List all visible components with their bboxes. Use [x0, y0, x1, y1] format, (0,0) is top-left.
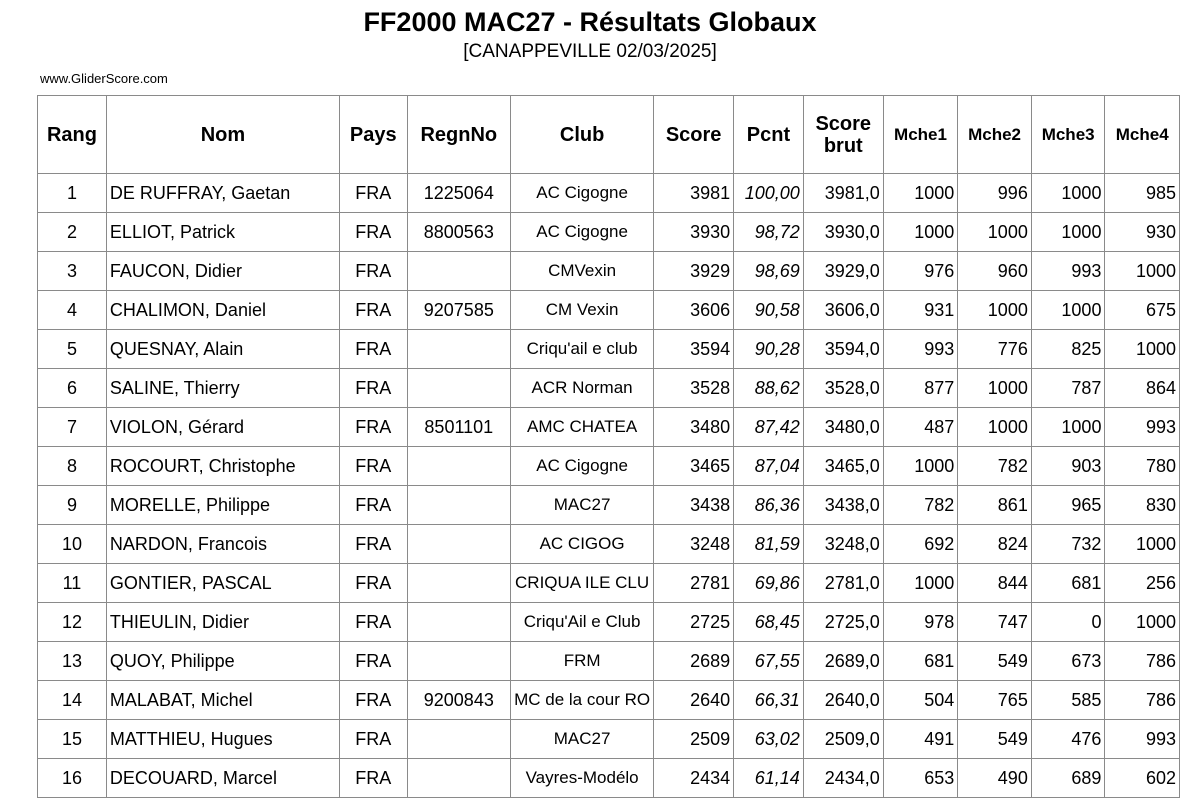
cell-nom: ROCOURT, Christophe — [106, 447, 339, 486]
cell-mche1: 877 — [883, 369, 957, 408]
cell-mche4: 830 — [1105, 486, 1180, 525]
cell-pays: FRA — [339, 681, 407, 720]
results-table — [37, 95, 1180, 798]
site-credit: www.GliderScore.com — [40, 71, 168, 86]
cell-regnno — [407, 603, 511, 642]
cell-mche4: 864 — [1105, 369, 1180, 408]
cell-mche3: 1000 — [1031, 291, 1105, 330]
cell-mche3: 787 — [1031, 369, 1105, 408]
cell-score-brut: 3594,0 — [803, 330, 883, 369]
cell-score: 3981 — [654, 174, 734, 213]
cell-score-brut: 3930,0 — [803, 213, 883, 252]
cell-score: 2434 — [654, 759, 734, 798]
cell-pcnt: 90,28 — [734, 330, 804, 369]
cell-regnno — [407, 369, 511, 408]
cell-mche2: 1000 — [958, 369, 1032, 408]
table-row — [38, 603, 1180, 642]
cell-score: 3528 — [654, 369, 734, 408]
cell-rang: 13 — [38, 642, 107, 681]
cell-score: 3248 — [654, 525, 734, 564]
cell-mche4: 1000 — [1105, 603, 1180, 642]
cell-nom: QUESNAY, Alain — [106, 330, 339, 369]
cell-pays: FRA — [339, 525, 407, 564]
cell-mche4: 993 — [1105, 720, 1180, 759]
col-header-mche1: Mche1 — [883, 96, 957, 174]
cell-rang: 2 — [38, 213, 107, 252]
cell-pays: FRA — [339, 486, 407, 525]
cell-score: 2689 — [654, 642, 734, 681]
cell-mche1: 487 — [883, 408, 957, 447]
cell-mche4: 786 — [1105, 681, 1180, 720]
cell-club — [511, 369, 654, 408]
cell-mche1: 1000 — [883, 174, 957, 213]
cell-regnno: 8800563 — [407, 213, 511, 252]
cell-rang: 9 — [38, 486, 107, 525]
cell-pays: FRA — [339, 408, 407, 447]
cell-mche1: 978 — [883, 603, 957, 642]
cell-rang: 6 — [38, 369, 107, 408]
cell-pcnt: 86,36 — [734, 486, 804, 525]
cell-mche2: 490 — [958, 759, 1032, 798]
cell-club — [511, 252, 654, 291]
cell-score-brut: 3438,0 — [803, 486, 883, 525]
cell-score-brut: 2640,0 — [803, 681, 883, 720]
cell-regnno: 9200843 — [407, 681, 511, 720]
cell-nom: CHALIMON, Daniel — [106, 291, 339, 330]
cell-score: 3930 — [654, 213, 734, 252]
cell-rang: 14 — [38, 681, 107, 720]
col-header-rang: Rang — [38, 96, 107, 174]
cell-mche1: 993 — [883, 330, 957, 369]
cell-score: 3929 — [654, 252, 734, 291]
cell-score: 3606 — [654, 291, 734, 330]
cell-mche3: 1000 — [1031, 174, 1105, 213]
cell-score-brut: 3981,0 — [803, 174, 883, 213]
table-row — [38, 759, 1180, 798]
cell-mche2: 844 — [958, 564, 1032, 603]
cell-pcnt: 81,59 — [734, 525, 804, 564]
cell-pcnt: 87,04 — [734, 447, 804, 486]
cell-pcnt: 100,00 — [734, 174, 804, 213]
cell-regnno: 9207585 — [407, 291, 511, 330]
club-label: FRM — [563, 651, 601, 670]
results-body — [38, 174, 1180, 798]
cell-regnno — [407, 759, 511, 798]
cell-nom: MORELLE, Philippe — [106, 486, 339, 525]
cell-score-brut: 2689,0 — [803, 642, 883, 681]
cell-mche4: 985 — [1105, 174, 1180, 213]
cell-nom: DECOUARD, Marcel — [106, 759, 339, 798]
cell-score: 2509 — [654, 720, 734, 759]
cell-score-brut: 2434,0 — [803, 759, 883, 798]
cell-rang: 11 — [38, 564, 107, 603]
cell-nom: VIOLON, Gérard — [106, 408, 339, 447]
club-label: Vayres-Modélo — [525, 768, 639, 787]
cell-pcnt: 98,72 — [734, 213, 804, 252]
cell-mche4: 1000 — [1105, 330, 1180, 369]
cell-mche1: 1000 — [883, 213, 957, 252]
cell-pcnt: 63,02 — [734, 720, 804, 759]
header-row — [38, 96, 1180, 174]
club-label: MAC27 — [553, 729, 611, 748]
cell-club — [511, 681, 654, 720]
cell-club — [511, 330, 654, 369]
cell-pcnt: 61,14 — [734, 759, 804, 798]
cell-score-brut: 3606,0 — [803, 291, 883, 330]
cell-nom: DE RUFFRAY, Gaetan — [106, 174, 339, 213]
cell-mche2: 776 — [958, 330, 1032, 369]
cell-rang: 1 — [38, 174, 107, 213]
cell-mche2: 549 — [958, 642, 1032, 681]
cell-mche1: 653 — [883, 759, 957, 798]
cell-nom: MALABAT, Michel — [106, 681, 339, 720]
cell-mche3: 585 — [1031, 681, 1105, 720]
club-label: AC CIGOG — [539, 534, 625, 553]
col-header-regnno: RegnNo — [407, 96, 511, 174]
cell-club — [511, 759, 654, 798]
cell-mche3: 903 — [1031, 447, 1105, 486]
cell-club — [511, 447, 654, 486]
cell-mche1: 976 — [883, 252, 957, 291]
cell-score: 3465 — [654, 447, 734, 486]
cell-pcnt: 67,55 — [734, 642, 804, 681]
table-row — [38, 369, 1180, 408]
cell-pcnt: 90,58 — [734, 291, 804, 330]
cell-regnno — [407, 252, 511, 291]
cell-score-brut: 3465,0 — [803, 447, 883, 486]
club-label: Criqu'Ail e Club — [523, 612, 641, 631]
cell-club — [511, 564, 654, 603]
cell-nom: THIEULIN, Didier — [106, 603, 339, 642]
club-label: ACR Norman — [531, 378, 633, 397]
cell-rang: 5 — [38, 330, 107, 369]
cell-mche1: 692 — [883, 525, 957, 564]
cell-mche2: 765 — [958, 681, 1032, 720]
cell-mche2: 996 — [958, 174, 1032, 213]
cell-rang: 15 — [38, 720, 107, 759]
cell-mche2: 1000 — [958, 213, 1032, 252]
cell-mche4: 1000 — [1105, 252, 1180, 291]
cell-score-brut: 2509,0 — [803, 720, 883, 759]
cell-mche3: 732 — [1031, 525, 1105, 564]
cell-mche1: 491 — [883, 720, 957, 759]
cell-mche4: 786 — [1105, 642, 1180, 681]
cell-nom: GONTIER, PASCAL — [106, 564, 339, 603]
cell-score: 3438 — [654, 486, 734, 525]
club-label: CRIQUA ILE CLU — [515, 573, 650, 592]
cell-pays: FRA — [339, 759, 407, 798]
cell-pays: FRA — [339, 603, 407, 642]
cell-mche1: 931 — [883, 291, 957, 330]
cell-nom: MATTHIEU, Hugues — [106, 720, 339, 759]
cell-club — [511, 486, 654, 525]
cell-club — [511, 408, 654, 447]
club-label: Criqu'ail e club — [526, 339, 638, 358]
cell-mche1: 1000 — [883, 564, 957, 603]
cell-mche4: 675 — [1105, 291, 1180, 330]
cell-pays: FRA — [339, 252, 407, 291]
cell-mche2: 549 — [958, 720, 1032, 759]
cell-rang: 4 — [38, 291, 107, 330]
cell-nom: FAUCON, Didier — [106, 252, 339, 291]
table-row — [38, 291, 1180, 330]
club-label: AMC CHATEA — [527, 417, 638, 436]
cell-regnno — [407, 525, 511, 564]
cell-pcnt: 88,62 — [734, 369, 804, 408]
cell-rang: 8 — [38, 447, 107, 486]
club-label: CM Vexin — [545, 300, 619, 319]
col-header-pcnt: Pcnt — [734, 96, 804, 174]
cell-regnno — [407, 642, 511, 681]
table-row — [38, 174, 1180, 213]
club-label: AC Cigogne — [536, 456, 628, 475]
cell-score-brut: 2781,0 — [803, 564, 883, 603]
col-header-score-brut: Score brut — [803, 96, 883, 174]
cell-pays: FRA — [339, 642, 407, 681]
cell-club — [511, 174, 654, 213]
cell-pays: FRA — [339, 213, 407, 252]
cell-club — [511, 525, 654, 564]
cell-score-brut: 2725,0 — [803, 603, 883, 642]
cell-mche2: 1000 — [958, 291, 1032, 330]
col-header-mche4: Mche4 — [1105, 96, 1180, 174]
cell-club — [511, 291, 654, 330]
cell-score-brut: 3480,0 — [803, 408, 883, 447]
cell-pcnt: 87,42 — [734, 408, 804, 447]
cell-regnno — [407, 720, 511, 759]
table-row — [38, 330, 1180, 369]
table-row — [38, 642, 1180, 681]
cell-mche1: 782 — [883, 486, 957, 525]
cell-pcnt: 68,45 — [734, 603, 804, 642]
table-row — [38, 447, 1180, 486]
cell-score-brut: 3528,0 — [803, 369, 883, 408]
cell-mche3: 825 — [1031, 330, 1105, 369]
cell-mche2: 782 — [958, 447, 1032, 486]
cell-score-brut: 3929,0 — [803, 252, 883, 291]
cell-rang: 3 — [38, 252, 107, 291]
cell-pays: FRA — [339, 447, 407, 486]
cell-pays: FRA — [339, 174, 407, 213]
cell-score: 2640 — [654, 681, 734, 720]
table-row — [38, 486, 1180, 525]
cell-club — [511, 603, 654, 642]
cell-club — [511, 213, 654, 252]
page-title: FF2000 MAC27 - Résultats Globaux — [363, 7, 817, 37]
cell-regnno — [407, 486, 511, 525]
cell-score: 3594 — [654, 330, 734, 369]
table-row — [38, 681, 1180, 720]
table-row — [38, 252, 1180, 291]
table-row — [38, 525, 1180, 564]
cell-mche1: 1000 — [883, 447, 957, 486]
club-label: MC de la cour RO — [514, 690, 651, 709]
cell-pcnt: 66,31 — [734, 681, 804, 720]
event-subtitle: [CANAPPEVILLE 02/03/2025] — [463, 41, 717, 62]
cell-rang: 16 — [38, 759, 107, 798]
cell-mche3: 681 — [1031, 564, 1105, 603]
cell-rang: 10 — [38, 525, 107, 564]
club-label: MAC27 — [553, 495, 611, 514]
cell-pays: FRA — [339, 369, 407, 408]
cell-mche3: 673 — [1031, 642, 1105, 681]
cell-mche4: 602 — [1105, 759, 1180, 798]
cell-mche4: 993 — [1105, 408, 1180, 447]
cell-regnno: 8501101 — [407, 408, 511, 447]
cell-mche1: 681 — [883, 642, 957, 681]
table-row — [38, 213, 1180, 252]
col-header-score: Score — [654, 96, 734, 174]
cell-rang: 7 — [38, 408, 107, 447]
cell-mche4: 1000 — [1105, 525, 1180, 564]
cell-pcnt: 98,69 — [734, 252, 804, 291]
cell-mche3: 993 — [1031, 252, 1105, 291]
table-row — [38, 720, 1180, 759]
cell-mche2: 960 — [958, 252, 1032, 291]
cell-mche3: 1000 — [1031, 408, 1105, 447]
cell-mche3: 0 — [1031, 603, 1105, 642]
cell-mche4: 256 — [1105, 564, 1180, 603]
cell-club — [511, 642, 654, 681]
cell-regnno — [407, 447, 511, 486]
cell-nom: NARDON, Francois — [106, 525, 339, 564]
cell-mche4: 930 — [1105, 213, 1180, 252]
club-label: CMVexin — [548, 261, 617, 280]
cell-pays: FRA — [339, 564, 407, 603]
cell-mche3: 1000 — [1031, 213, 1105, 252]
cell-score: 3480 — [654, 408, 734, 447]
cell-pays: FRA — [339, 330, 407, 369]
col-header-mche3: Mche3 — [1031, 96, 1105, 174]
cell-nom: ELLIOT, Patrick — [106, 213, 339, 252]
col-header-club: Club — [511, 96, 654, 174]
cell-club — [511, 720, 654, 759]
cell-mche2: 861 — [958, 486, 1032, 525]
cell-mche2: 1000 — [958, 408, 1032, 447]
table-row — [38, 408, 1180, 447]
cell-mche4: 780 — [1105, 447, 1180, 486]
cell-pays: FRA — [339, 291, 407, 330]
cell-pcnt: 69,86 — [734, 564, 804, 603]
col-header-mche2: Mche2 — [958, 96, 1032, 174]
cell-score: 2725 — [654, 603, 734, 642]
cell-nom: QUOY, Philippe — [106, 642, 339, 681]
cell-rang: 12 — [38, 603, 107, 642]
cell-mche3: 689 — [1031, 759, 1105, 798]
cell-regnno: 1225064 — [407, 174, 511, 213]
cell-regnno — [407, 330, 511, 369]
cell-score: 2781 — [654, 564, 734, 603]
cell-mche3: 476 — [1031, 720, 1105, 759]
table-row — [38, 564, 1180, 603]
cell-score-brut: 3248,0 — [803, 525, 883, 564]
col-header-pays: Pays — [339, 96, 407, 174]
cell-mche2: 824 — [958, 525, 1032, 564]
col-header-nom: Nom — [106, 96, 339, 174]
cell-nom: SALINE, Thierry — [106, 369, 339, 408]
club-label: AC Cigogne — [536, 183, 628, 202]
cell-pays: FRA — [339, 720, 407, 759]
cell-mche1: 504 — [883, 681, 957, 720]
cell-mche3: 965 — [1031, 486, 1105, 525]
cell-regnno — [407, 564, 511, 603]
cell-mche2: 747 — [958, 603, 1032, 642]
club-label: AC Cigogne — [536, 222, 628, 241]
